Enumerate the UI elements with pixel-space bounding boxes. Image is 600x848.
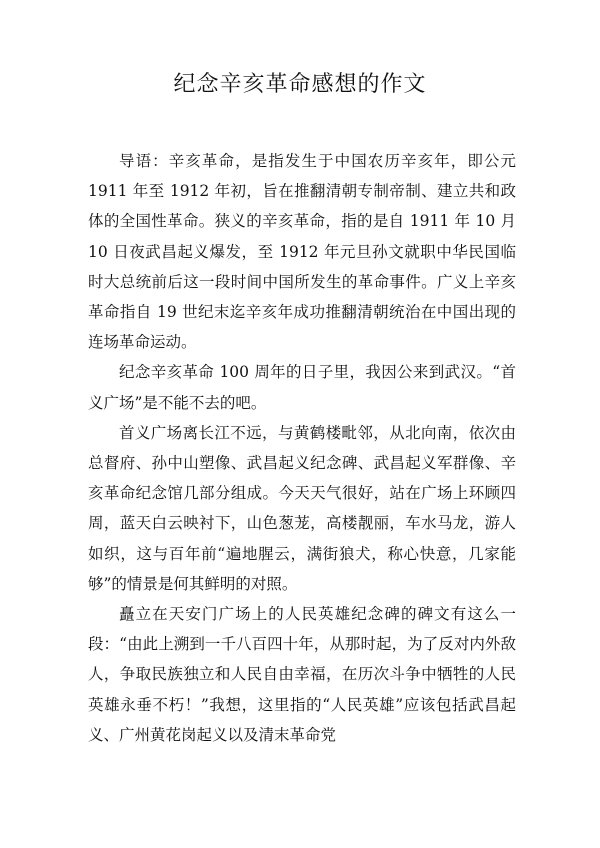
- paragraph-monument: 矗立在天安门广场上的人民英雄纪念碑的碑文有这么一段：“由此上溯到一千八百四十年，从那时起，为了反对内外敌人，争取民族独立和人民自由幸福，在历次斗争中牺牲的人民英雄永垂不朽！”我想，这里指的“人民英雄”应该包括武昌起义、广州黄花岗起义以及清末革命党: [88, 605, 516, 744]
- paragraph-square: 首义广场离长江不远，与黄鹤楼毗邻，从北向南，依次由总督府、孙中山塑像、武昌起义纪念碑、武昌起义军群像、辛亥革命纪念馆几部分组成。今天天气很好，站在广场上环顾四周，蓝天白云映衬下，山色葱茏，高楼靓丽，车水马龙，游人如织，这与百年前“遍地腥云，满街狼犬，称心快意，几家能够”的情景是何其鲜明的对照。: [88, 423, 516, 593]
- document-body: [88, 146, 516, 750]
- paragraph-intro: 导语：辛亥革命，是指发生于中国农历辛亥年，即公元 1911 年至 1912 年初，旨在推翻清朝专制帝制、建立共和政体的全国性革命。狭义的辛亥革命，指的是自 1911 年 10 月 10 日夜武昌起义爆发，至 1912 年元旦孙文就职中华民国临时大总统前后这一段时间中国所发生的革命事件。广义上辛亥革命指自 19 世纪末迄辛亥年成功推翻清朝统治在中国出现的连场革命运动。: [88, 152, 516, 352]
- document-title: 纪念辛亥革命感想的作文: [173, 72, 427, 97]
- paragraph-visit: 纪念辛亥革命 100 周年的日子里，我因公来到武汉。“首义广场”是不能不去的吧。: [88, 363, 516, 412]
